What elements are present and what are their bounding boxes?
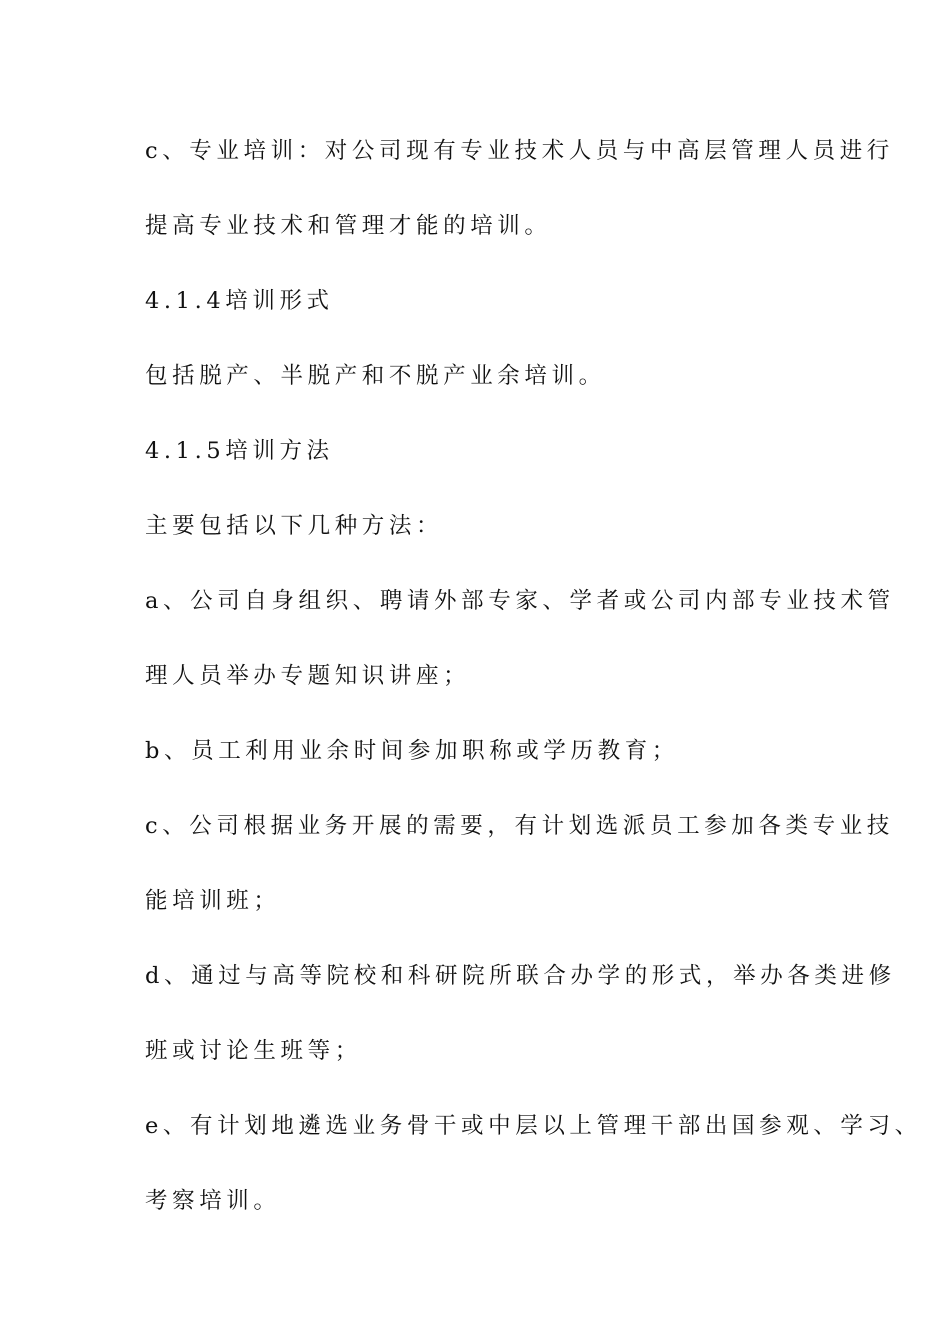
list-item-line: d、通过与高等院校和科研院所联合办学的形式，举办各类进修: [145, 963, 896, 989]
list-item-line: 能培训班；: [145, 888, 281, 914]
list-item-line: 班或讨论生班等；: [145, 1038, 362, 1064]
list-item-line: a、公司自身组织、聘请外部专家、学者或公司内部专业技术管: [145, 588, 895, 614]
paragraph-line: c、专业培训：对公司现有专业技术人员与中高层管理人员进行: [145, 138, 894, 164]
paragraph-line: 主要包括以下几种方法：: [145, 513, 444, 539]
list-item-line: 考察培训。: [145, 1188, 281, 1214]
paragraph-line: 提高专业技术和管理才能的培训。: [145, 213, 552, 239]
section-heading: 4.1.5培训方法: [145, 438, 334, 464]
list-item-line: 理人员举办专题知识讲座；: [145, 663, 471, 689]
section-heading: 4.1.4培训形式: [145, 288, 334, 314]
paragraph-line: 包括脱产、半脱产和不脱产业余培训。: [145, 363, 606, 389]
list-item-line: c、公司根据业务开展的需要，有计划选派员工参加各类专业技: [145, 813, 894, 839]
list-item-line: b、员工利用业余时间参加职称或学历教育；: [145, 738, 679, 764]
list-item-line: e、有计划地遴选业务骨干或中层以上管理干部出国参观、学习、: [145, 1113, 922, 1139]
